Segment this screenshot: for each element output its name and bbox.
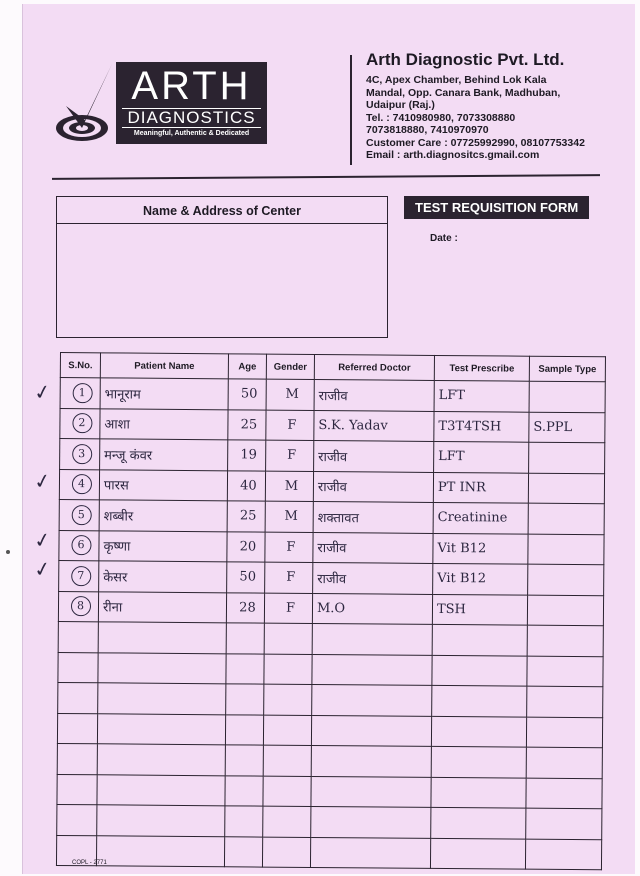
- empty-cell: [98, 622, 226, 654]
- check-mark-icon: ✓: [32, 378, 53, 406]
- table-row: [58, 591, 603, 626]
- cell-sno: [59, 499, 99, 530]
- cell-age: 50: [228, 379, 266, 410]
- serial-number: 4: [71, 474, 91, 494]
- cell-test: TSH: [432, 594, 527, 625]
- cell-sample: [528, 534, 604, 565]
- empty-cell: [312, 654, 432, 685]
- cell-gender: F: [266, 440, 314, 471]
- empty-cell: [96, 835, 224, 867]
- cell-age: 19: [228, 440, 266, 471]
- logo-subtitle: DIAGNOSTICS: [122, 108, 261, 128]
- cell-sno: [60, 439, 100, 470]
- cell-test: LFT: [434, 441, 529, 472]
- cell-sno: [59, 469, 99, 500]
- cell-sno: [60, 378, 100, 409]
- table-row: [57, 743, 602, 778]
- empty-cell: [432, 685, 527, 716]
- table-row: [60, 408, 605, 443]
- empty-cell: [525, 839, 601, 870]
- empty-cell: [312, 684, 432, 715]
- cell-gender: F: [265, 532, 313, 563]
- date-label: Date :: [430, 233, 458, 244]
- table-row: [59, 560, 604, 595]
- cell-gender: M: [265, 501, 313, 532]
- cell-name: आशा: [100, 408, 228, 440]
- empty-cell: [97, 805, 225, 837]
- telephone-line: Tel. : 7410980980, 7073308880: [366, 111, 516, 124]
- cell-age: 40: [227, 470, 265, 501]
- empty-cell: [264, 684, 312, 715]
- empty-cell: [225, 714, 263, 745]
- empty-cell: [224, 836, 262, 867]
- empty-cell: [527, 625, 603, 656]
- empty-cell: [432, 624, 527, 655]
- empty-cell: [526, 808, 602, 839]
- column-header: Age: [228, 354, 266, 379]
- empty-cell: [431, 716, 526, 747]
- serial-number: 5: [71, 505, 91, 525]
- cell-gender: F: [264, 593, 312, 624]
- cell-test: T3T4TSH: [434, 411, 529, 442]
- table-row: [59, 469, 604, 504]
- empty-cell: [98, 652, 226, 684]
- header-divider: [350, 55, 352, 165]
- empty-cell: [58, 682, 98, 713]
- empty-cell: [312, 623, 432, 654]
- cell-name: पारस: [99, 469, 227, 501]
- company-info: [366, 50, 626, 162]
- customer-care-line: Customer Care : 07725992990, 08107753342: [366, 136, 585, 149]
- empty-cell: [263, 715, 311, 746]
- cell-sno: [58, 591, 98, 622]
- check-mark-icon: ✓: [32, 467, 53, 494]
- empty-cell: [57, 804, 97, 835]
- empty-cell: [432, 655, 527, 686]
- table-row: [60, 378, 605, 413]
- cell-doctor: राजीव: [314, 379, 434, 410]
- column-header: Gender: [266, 354, 314, 379]
- cell-test: Creatinine: [433, 502, 528, 533]
- empty-cell: [57, 743, 97, 774]
- empty-cell: [431, 807, 526, 838]
- empty-cell: [263, 745, 311, 776]
- empty-cell: [526, 717, 602, 748]
- cell-name: केसर: [99, 561, 227, 593]
- cell-gender: M: [265, 471, 313, 502]
- empty-cell: [225, 806, 263, 837]
- empty-cell: [225, 775, 263, 806]
- column-header: Test Prescribe: [434, 355, 529, 381]
- cell-age: 25: [228, 409, 266, 440]
- cell-name: कृष्णा: [99, 530, 227, 562]
- serial-number: 8: [70, 596, 90, 616]
- address-line: Mandal, Opp. Canara Bank, Madhuban,: [366, 86, 561, 99]
- cell-name: भानूराम: [100, 378, 228, 410]
- address-line: Udaipur (Raj.): [366, 99, 435, 111]
- serial-number: 3: [72, 444, 92, 464]
- table-row: [59, 530, 604, 565]
- empty-cell: [262, 837, 310, 868]
- cell-sample: [529, 442, 605, 473]
- cell-gender: M: [266, 379, 314, 410]
- empty-cell: [263, 776, 311, 807]
- cell-doctor: राजीव: [313, 562, 433, 593]
- company-name: Arth Diagnostic Pvt. Ltd.: [366, 50, 565, 69]
- empty-cell: [226, 623, 264, 654]
- column-header: Sample Type: [529, 356, 605, 382]
- patient-table: [56, 352, 606, 870]
- empty-cell: [431, 746, 526, 777]
- empty-cell: [311, 745, 431, 776]
- arth-logo: [52, 62, 267, 152]
- empty-cell: [226, 653, 264, 684]
- empty-cell: [311, 715, 431, 746]
- cell-age: 25: [227, 501, 265, 532]
- table-row: [58, 652, 603, 687]
- cell-doctor: M.O: [312, 593, 432, 624]
- cell-gender: F: [265, 562, 313, 593]
- center-box-title: Name & Address of Center: [57, 197, 387, 224]
- cell-sno: [59, 560, 99, 591]
- check-mark-icon: ✓: [32, 526, 53, 553]
- empty-cell: [431, 777, 526, 808]
- cell-sample: S.PPL: [529, 412, 605, 443]
- empty-cell: [527, 686, 603, 717]
- cell-sample: [528, 473, 604, 504]
- punch-dot: [6, 550, 10, 554]
- empty-cell: [58, 652, 98, 683]
- table-row: [57, 804, 602, 839]
- cell-age: 20: [227, 531, 265, 562]
- empty-cell: [97, 744, 225, 776]
- empty-cell: [97, 713, 225, 745]
- cell-test: PT INR: [433, 472, 528, 503]
- logo-tagline: Meaningful, Authentic & Dedicated: [133, 130, 250, 137]
- column-header: S.No.: [60, 353, 100, 378]
- empty-cell: [430, 838, 525, 869]
- table-row: [56, 835, 601, 870]
- cell-age: 50: [227, 562, 265, 593]
- cell-test: Vit B12: [433, 563, 528, 594]
- empty-cell: [264, 623, 312, 654]
- empty-cell: [526, 747, 602, 778]
- table-row: [57, 774, 602, 809]
- empty-cell: [98, 683, 226, 715]
- empty-cell: [225, 745, 263, 776]
- cell-name: मन्जू कंवर: [100, 439, 228, 471]
- form-title: TEST REQUISITION FORM: [404, 196, 589, 219]
- check-mark-icon: ✓: [32, 555, 53, 583]
- table-row: [60, 439, 605, 474]
- cell-sno: [60, 408, 100, 439]
- cell-sno: [59, 530, 99, 561]
- cell-test: LFT: [434, 380, 529, 411]
- table-row: [57, 713, 602, 748]
- table-row: [58, 682, 603, 717]
- column-header: Referred Doctor: [314, 354, 434, 380]
- center-address-box: [56, 196, 388, 338]
- serial-number: 1: [72, 383, 92, 403]
- cell-doctor: राजीव: [314, 440, 434, 471]
- cell-doctor: शक्तावत: [313, 501, 433, 532]
- empty-cell: [263, 806, 311, 837]
- cell-sample: [528, 564, 604, 595]
- cell-doctor: राजीव: [313, 532, 433, 563]
- logo-wordmark: [116, 62, 267, 144]
- empty-cell: [226, 684, 264, 715]
- empty-cell: [311, 776, 431, 807]
- empty-cell: [264, 654, 312, 685]
- empty-cell: [310, 837, 430, 868]
- address-line: 4C, Apex Chamber, Behind Lok Kala: [366, 74, 547, 86]
- cell-sample: [529, 381, 605, 412]
- target-check-icon: [52, 62, 116, 152]
- email-line: Email : arth.diagnositcs.gmail.com: [366, 149, 540, 161]
- table-row: [58, 621, 603, 656]
- cell-sample: [528, 503, 604, 534]
- empty-cell: [311, 806, 431, 837]
- serial-number: 7: [71, 566, 91, 586]
- cell-sample: [527, 595, 603, 626]
- cell-age: 28: [226, 592, 264, 623]
- cell-name: रीना: [98, 591, 226, 623]
- cell-test: Vit B12: [433, 533, 528, 564]
- serial-number: 6: [71, 535, 91, 555]
- empty-cell: [57, 713, 97, 744]
- logo-title: ARTH: [131, 64, 252, 108]
- cell-name: शब्बीर: [99, 500, 227, 532]
- empty-cell: [57, 774, 97, 805]
- column-header: Patient Name: [100, 353, 228, 379]
- empty-cell: [527, 656, 603, 687]
- form-code: COPL - 2771: [72, 860, 107, 866]
- cell-gender: F: [266, 410, 314, 441]
- empty-cell: [526, 778, 602, 809]
- serial-number: 2: [72, 413, 92, 433]
- empty-cell: [97, 774, 225, 806]
- empty-cell: [58, 621, 98, 652]
- cell-doctor: राजीव: [313, 471, 433, 502]
- telephone-line: 7073818880, 7410970970: [366, 124, 489, 136]
- cell-doctor: S.K. Yadav: [314, 410, 434, 441]
- table-row: [59, 499, 604, 534]
